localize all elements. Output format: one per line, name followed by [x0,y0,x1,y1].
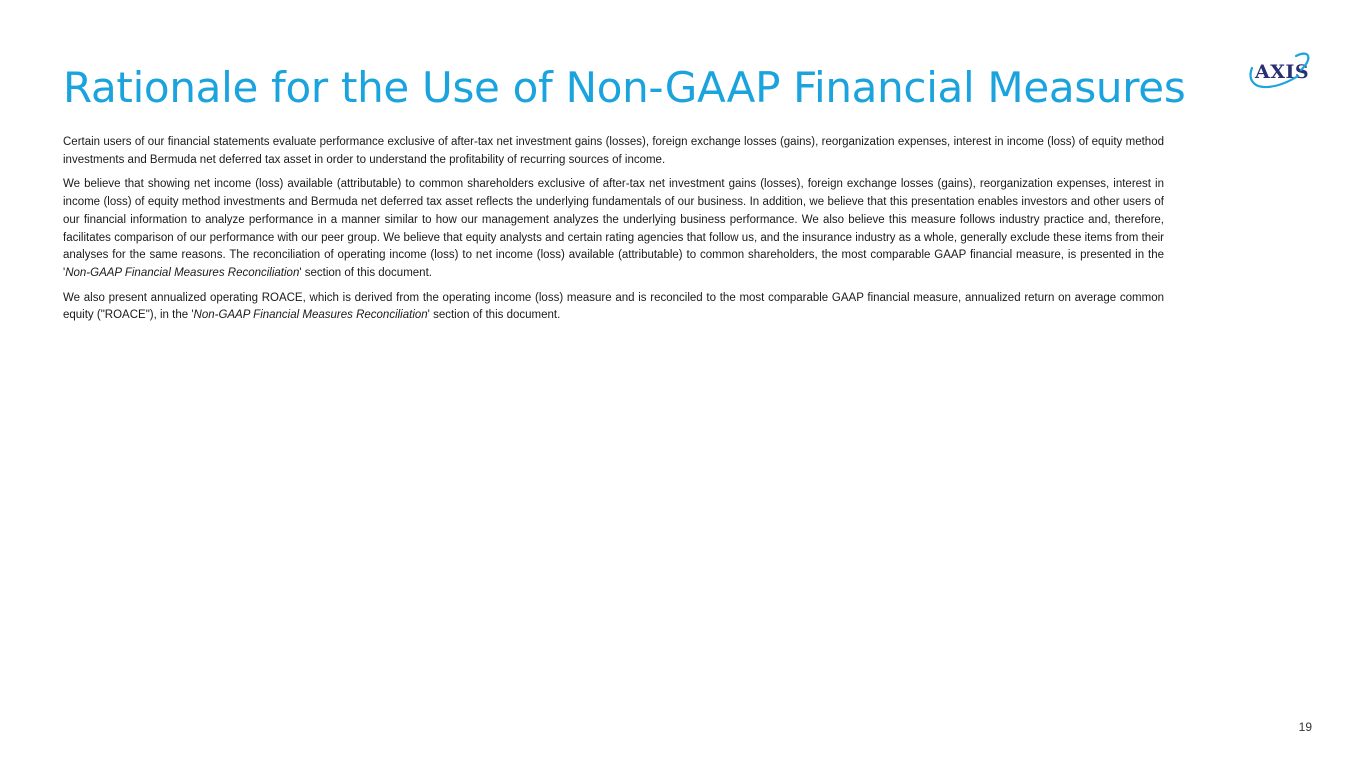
reconciliation-reference: Non-GAAP Financial Measures Reconciliation [65,266,300,279]
paragraph-1 [63,134,1164,169]
page-number: 19 [1298,720,1312,734]
axis-swoosh-icon [1246,46,1312,92]
paragraph-3-text: We also present annualized operating ROACE, which is derived from the operating income (loss) measure and is reconciled to the most comparable GAAP financial measure, annualized return on average common equity ("ROACE"), in the ' [63,291,1164,322]
paragraph-3-text-end: ' section of this document. [427,309,561,322]
paragraph-1-text: Certain users of our financial statements evaluate performance exclusive of after-tax net investment gains (losses), foreign exchange losses (gains), reorganization expenses, interest in income (loss) of equity method investments and Bermuda net deferred tax asset in order to understand the profitability of recurring sources of income. [63,136,1164,166]
paragraph-2 [63,176,1164,282]
paragraph-3 [63,290,1164,325]
reconciliation-reference: Non-GAAP Financial Measures Reconciliation [193,309,428,322]
logo-text: AXIS [1255,61,1310,83]
paragraph-2-text: We believe that showing net income (loss) available (attributable) to common shareholders exclusive of after-tax net investment gains (losses), foreign exchange losses (gains), reorganization expenses, interest in income (loss) of equity method investments and Bermuda net deferred tax asset reflects the underlying fundamentals of our business. In addition, we believe that this presentation enables investors and other users of our financial information to analyze performance in a manner similar to how our management analyzes the underlying business performance. We also believe this measure follows industry practice and, therefore, facilitates comparison of our performance with our peer group. We believe that equity analysts and certain rating agencies that follow us, and the insurance industry as a whole, generally exclude these items from their analyses for the same reasons. The reconciliation of operating income (loss) to net income (loss) available (attributable) to common shareholders, the most comparable GAAP financial measure, is presented in the ' [63,178,1164,279]
axis-logo [1246,46,1312,92]
paragraph-2-text-end: ' section of this document. [299,266,432,279]
body-text [63,134,1164,332]
page-title: Rationale for the Use of Non-GAAP Financial Measures [63,63,1186,112]
